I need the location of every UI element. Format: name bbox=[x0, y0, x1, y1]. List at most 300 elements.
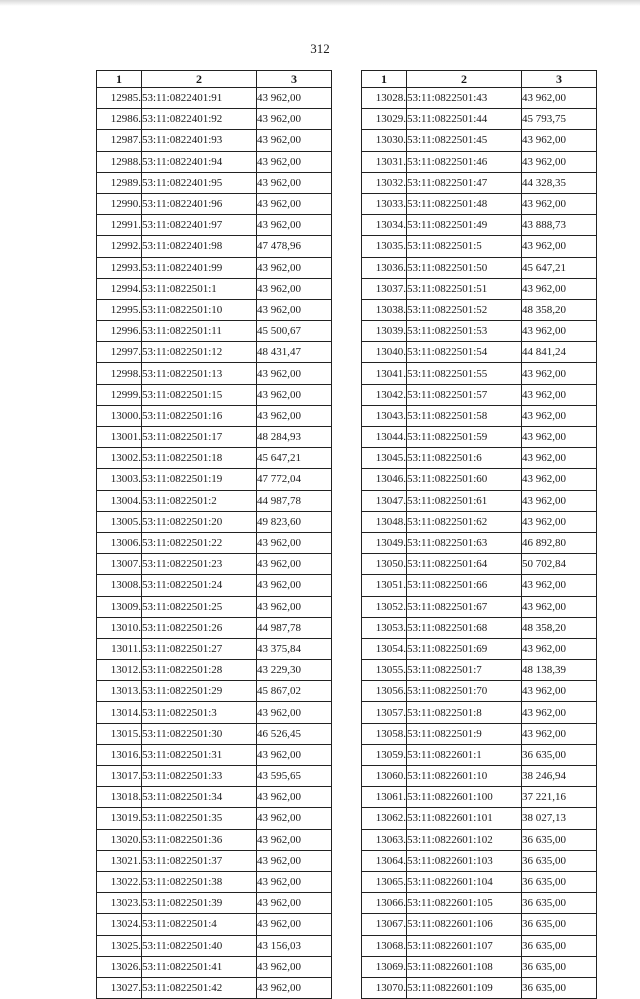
cadastral-number-cell: 53:11:0822501:66 bbox=[407, 575, 522, 596]
row-number-cell: 12990. bbox=[97, 193, 142, 214]
cadastral-value-cell: 36 635,00 bbox=[522, 977, 597, 998]
row-number-cell: 13061. bbox=[362, 787, 407, 808]
row-number-cell: 12996. bbox=[97, 321, 142, 342]
cadastral-number-cell: 53:11:0822501:45 bbox=[407, 130, 522, 151]
table-row bbox=[362, 363, 597, 384]
table-row bbox=[97, 321, 332, 342]
cadastral-number-cell: 53:11:0822501:7 bbox=[407, 660, 522, 681]
cadastral-value-cell: 47 478,96 bbox=[257, 236, 332, 257]
table-row bbox=[97, 172, 332, 193]
cadastral-value-cell: 43 962,00 bbox=[257, 109, 332, 130]
cadastral-value-cell: 43 962,00 bbox=[522, 193, 597, 214]
cadastral-value-cell: 38 027,13 bbox=[522, 808, 597, 829]
cadastral-number-cell: 53:11:0822601:105 bbox=[407, 893, 522, 914]
table-row bbox=[97, 299, 332, 320]
row-number-cell: 13004. bbox=[97, 490, 142, 511]
cadastral-number-cell: 53:11:0822501:68 bbox=[407, 617, 522, 638]
row-number-cell: 13057. bbox=[362, 702, 407, 723]
table-row bbox=[362, 871, 597, 892]
cadastral-number-cell: 53:11:0822501:23 bbox=[142, 554, 257, 575]
table-row bbox=[97, 596, 332, 617]
row-number-cell: 13012. bbox=[97, 660, 142, 681]
row-number-cell: 13016. bbox=[97, 744, 142, 765]
cadastral-number-cell: 53:11:0822601:103 bbox=[407, 850, 522, 871]
cadastral-value-cell: 43 962,00 bbox=[522, 681, 597, 702]
row-number-cell: 13033. bbox=[362, 193, 407, 214]
cadastral-number-cell: 53:11:0822501:70 bbox=[407, 681, 522, 702]
row-number-cell: 13047. bbox=[362, 490, 407, 511]
cadastral-value-cell: 37 221,16 bbox=[522, 787, 597, 808]
cadastral-number-cell: 53:11:0822501:63 bbox=[407, 532, 522, 553]
cadastral-number-cell: 53:11:0822501:53 bbox=[407, 321, 522, 342]
table-row bbox=[97, 130, 332, 151]
table-row bbox=[97, 977, 332, 998]
cadastral-number-cell: 53:11:0822601:102 bbox=[407, 829, 522, 850]
table-row bbox=[97, 236, 332, 257]
table-row bbox=[362, 130, 597, 151]
cadastral-number-cell: 53:11:0822501:37 bbox=[142, 850, 257, 871]
cadastral-value-cell: 43 962,00 bbox=[257, 893, 332, 914]
cadastral-number-cell: 53:11:0822501:22 bbox=[142, 532, 257, 553]
row-number-cell: 13018. bbox=[97, 787, 142, 808]
cadastral-value-cell: 43 962,00 bbox=[522, 321, 597, 342]
cadastral-value-cell: 48 358,20 bbox=[522, 617, 597, 638]
cadastral-value-cell: 48 431,47 bbox=[257, 342, 332, 363]
cadastral-value-cell: 43 962,00 bbox=[522, 88, 597, 109]
cadastral-number-cell: 53:11:0822501:4 bbox=[142, 914, 257, 935]
cadastral-value-cell: 43 962,00 bbox=[522, 596, 597, 617]
cadastral-number-cell: 53:11:0822601:10 bbox=[407, 766, 522, 787]
table-row bbox=[97, 808, 332, 829]
row-number-cell: 13028. bbox=[362, 88, 407, 109]
row-number-cell: 13040. bbox=[362, 342, 407, 363]
cadastral-value-cell: 45 793,75 bbox=[522, 109, 597, 130]
row-number-cell: 13031. bbox=[362, 151, 407, 172]
row-number-cell: 13027. bbox=[97, 977, 142, 998]
row-number-cell: 13051. bbox=[362, 575, 407, 596]
row-number-cell: 13064. bbox=[362, 850, 407, 871]
cadastral-number-cell: 53:11:0822401:94 bbox=[142, 151, 257, 172]
cadastral-value-cell: 43 962,00 bbox=[522, 575, 597, 596]
cadastral-value-cell: 43 156,03 bbox=[257, 935, 332, 956]
row-number-cell: 13021. bbox=[97, 850, 142, 871]
cadastral-number-cell: 53:11:0822501:6 bbox=[407, 448, 522, 469]
row-number-cell: 13039. bbox=[362, 321, 407, 342]
table-row bbox=[97, 405, 332, 426]
table-row bbox=[362, 723, 597, 744]
cadastral-number-cell: 53:11:0822501:43 bbox=[407, 88, 522, 109]
cadastral-value-cell: 43 962,00 bbox=[522, 427, 597, 448]
table-row bbox=[97, 575, 332, 596]
cadastral-number-cell: 53:11:0822501:15 bbox=[142, 384, 257, 405]
row-number-cell: 13067. bbox=[362, 914, 407, 935]
cadastral-number-cell: 53:11:0822501:48 bbox=[407, 193, 522, 214]
cadastral-number-cell: 53:11:0822501:19 bbox=[142, 469, 257, 490]
cadastral-value-cell: 43 962,00 bbox=[257, 702, 332, 723]
cadastral-number-cell: 53:11:0822501:46 bbox=[407, 151, 522, 172]
cadastral-value-cell: 43 962,00 bbox=[257, 384, 332, 405]
row-number-cell: 12994. bbox=[97, 278, 142, 299]
column-header-cadastral: 2 bbox=[407, 71, 522, 88]
cadastral-number-cell: 53:11:0822501:57 bbox=[407, 384, 522, 405]
cadastral-number-cell: 53:11:0822501:26 bbox=[142, 617, 257, 638]
cadastral-number-cell: 53:11:0822501:60 bbox=[407, 469, 522, 490]
cadastral-number-cell: 53:11:0822501:62 bbox=[407, 511, 522, 532]
table-row bbox=[97, 88, 332, 109]
cadastral-value-cell: 43 962,00 bbox=[257, 554, 332, 575]
column-header-number: 1 bbox=[97, 71, 142, 88]
column-header-value: 3 bbox=[257, 71, 332, 88]
table-row bbox=[97, 490, 332, 511]
row-number-cell: 13015. bbox=[97, 723, 142, 744]
table-row bbox=[362, 744, 597, 765]
row-number-cell: 13046. bbox=[362, 469, 407, 490]
cadastral-number-cell: 53:11:0822501:28 bbox=[142, 660, 257, 681]
table-row bbox=[362, 215, 597, 236]
cadastral-value-cell: 43 962,00 bbox=[257, 575, 332, 596]
table-row bbox=[97, 257, 332, 278]
cadastral-number-cell: 53:11:0822501:55 bbox=[407, 363, 522, 384]
cadastral-value-cell: 43 962,00 bbox=[522, 469, 597, 490]
table-row bbox=[97, 532, 332, 553]
table-row bbox=[97, 893, 332, 914]
cadastral-value-cell: 43 962,00 bbox=[522, 151, 597, 172]
table-row bbox=[97, 829, 332, 850]
cadastral-number-cell: 53:11:0822401:93 bbox=[142, 130, 257, 151]
cadastral-value-cell: 36 635,00 bbox=[522, 850, 597, 871]
table-row bbox=[362, 193, 597, 214]
table-row bbox=[362, 532, 597, 553]
row-number-cell: 13001. bbox=[97, 427, 142, 448]
header-row bbox=[362, 71, 597, 88]
table-row bbox=[362, 236, 597, 257]
cadastral-number-cell: 53:11:0822401:95 bbox=[142, 172, 257, 193]
cadastral-value-cell: 45 500,67 bbox=[257, 321, 332, 342]
cadastral-value-cell: 43 962,00 bbox=[257, 829, 332, 850]
row-number-cell: 13014. bbox=[97, 702, 142, 723]
register-table-left bbox=[96, 70, 332, 999]
row-number-cell: 13055. bbox=[362, 660, 407, 681]
row-number-cell: 12988. bbox=[97, 151, 142, 172]
table-row bbox=[97, 744, 332, 765]
table-row bbox=[362, 469, 597, 490]
table-row bbox=[97, 384, 332, 405]
row-number-cell: 13049. bbox=[362, 532, 407, 553]
table-row bbox=[97, 638, 332, 659]
table-row bbox=[97, 660, 332, 681]
row-number-cell: 13006. bbox=[97, 532, 142, 553]
cadastral-value-cell: 36 635,00 bbox=[522, 893, 597, 914]
row-number-cell: 12992. bbox=[97, 236, 142, 257]
cadastral-value-cell: 43 962,00 bbox=[522, 405, 597, 426]
row-number-cell: 13068. bbox=[362, 935, 407, 956]
cadastral-value-cell: 43 962,00 bbox=[257, 299, 332, 320]
cadastral-number-cell: 53:11:0822401:97 bbox=[142, 215, 257, 236]
row-number-cell: 13038. bbox=[362, 299, 407, 320]
cadastral-number-cell: 53:11:0822501:40 bbox=[142, 935, 257, 956]
cadastral-number-cell: 53:11:0822501:39 bbox=[142, 893, 257, 914]
row-number-cell: 13070. bbox=[362, 977, 407, 998]
cadastral-value-cell: 43 962,00 bbox=[257, 193, 332, 214]
table-row bbox=[362, 596, 597, 617]
cadastral-value-cell: 43 962,00 bbox=[257, 88, 332, 109]
cadastral-value-cell: 43 962,00 bbox=[257, 363, 332, 384]
cadastral-value-cell: 45 647,21 bbox=[522, 257, 597, 278]
row-number-cell: 12993. bbox=[97, 257, 142, 278]
row-number-cell: 13069. bbox=[362, 956, 407, 977]
cadastral-value-cell: 43 962,00 bbox=[257, 744, 332, 765]
row-number-cell: 13025. bbox=[97, 935, 142, 956]
cadastral-number-cell: 53:11:0822501:9 bbox=[407, 723, 522, 744]
row-number-cell: 12998. bbox=[97, 363, 142, 384]
row-number-cell: 13044. bbox=[362, 427, 407, 448]
cadastral-number-cell: 53:11:0822501:35 bbox=[142, 808, 257, 829]
table-row bbox=[362, 384, 597, 405]
table-row bbox=[362, 299, 597, 320]
table-row bbox=[362, 88, 597, 109]
cadastral-value-cell: 43 962,00 bbox=[257, 215, 332, 236]
cadastral-number-cell: 53:11:0822501:50 bbox=[407, 257, 522, 278]
table-row bbox=[97, 151, 332, 172]
row-number-cell: 13058. bbox=[362, 723, 407, 744]
cadastral-number-cell: 53:11:0822501:52 bbox=[407, 299, 522, 320]
cadastral-value-cell: 43 962,00 bbox=[522, 723, 597, 744]
cadastral-value-cell: 43 962,00 bbox=[257, 130, 332, 151]
table-row bbox=[362, 427, 597, 448]
table-row bbox=[97, 702, 332, 723]
table-row bbox=[362, 448, 597, 469]
cadastral-number-cell: 53:11:0822501:27 bbox=[142, 638, 257, 659]
cadastral-value-cell: 36 635,00 bbox=[522, 914, 597, 935]
row-number-cell: 12999. bbox=[97, 384, 142, 405]
cadastral-value-cell: 36 635,00 bbox=[522, 935, 597, 956]
table-row bbox=[97, 469, 332, 490]
table-row bbox=[97, 681, 332, 702]
table-row bbox=[362, 766, 597, 787]
cadastral-value-cell: 43 962,00 bbox=[522, 130, 597, 151]
cadastral-value-cell: 43 595,65 bbox=[257, 766, 332, 787]
row-number-cell: 12997. bbox=[97, 342, 142, 363]
scan-edge-shadow bbox=[0, 0, 640, 6]
cadastral-value-cell: 46 892,80 bbox=[522, 532, 597, 553]
cadastral-value-cell: 43 962,00 bbox=[522, 511, 597, 532]
row-number-cell: 12987. bbox=[97, 130, 142, 151]
cadastral-number-cell: 53:11:0822501:24 bbox=[142, 575, 257, 596]
row-number-cell: 13023. bbox=[97, 893, 142, 914]
row-number-cell: 13013. bbox=[97, 681, 142, 702]
cadastral-value-cell: 48 358,20 bbox=[522, 299, 597, 320]
row-number-cell: 13024. bbox=[97, 914, 142, 935]
cadastral-number-cell: 53:11:0822501:64 bbox=[407, 554, 522, 575]
row-number-cell: 13003. bbox=[97, 469, 142, 490]
cadastral-value-cell: 43 962,00 bbox=[257, 956, 332, 977]
cadastral-number-cell: 53:11:0822501:59 bbox=[407, 427, 522, 448]
row-number-cell: 13009. bbox=[97, 596, 142, 617]
table-row bbox=[97, 363, 332, 384]
cadastral-number-cell: 53:11:0822501:1 bbox=[142, 278, 257, 299]
column-header-value: 3 bbox=[522, 71, 597, 88]
table-row bbox=[97, 109, 332, 130]
cadastral-number-cell: 53:11:0822501:47 bbox=[407, 172, 522, 193]
table-row bbox=[97, 871, 332, 892]
row-number-cell: 13019. bbox=[97, 808, 142, 829]
row-number-cell: 13065. bbox=[362, 871, 407, 892]
cadastral-value-cell: 43 962,00 bbox=[257, 808, 332, 829]
cadastral-number-cell: 53:11:0822501:13 bbox=[142, 363, 257, 384]
table-row bbox=[362, 829, 597, 850]
table-row bbox=[362, 935, 597, 956]
table-row bbox=[362, 405, 597, 426]
row-number-cell: 13011. bbox=[97, 638, 142, 659]
cadastral-value-cell: 43 962,00 bbox=[257, 151, 332, 172]
row-number-cell: 13007. bbox=[97, 554, 142, 575]
cadastral-number-cell: 53:11:0822501:54 bbox=[407, 342, 522, 363]
row-number-cell: 13048. bbox=[362, 511, 407, 532]
cadastral-value-cell: 43 962,00 bbox=[257, 172, 332, 193]
cadastral-value-cell: 44 841,24 bbox=[522, 342, 597, 363]
row-number-cell: 13045. bbox=[362, 448, 407, 469]
row-number-cell: 12989. bbox=[97, 172, 142, 193]
cadastral-value-cell: 50 702,84 bbox=[522, 554, 597, 575]
cadastral-value-cell: 43 962,00 bbox=[257, 257, 332, 278]
cadastral-value-cell: 46 526,45 bbox=[257, 723, 332, 744]
table-row bbox=[362, 787, 597, 808]
cadastral-value-cell: 43 375,84 bbox=[257, 638, 332, 659]
cadastral-value-cell: 48 284,93 bbox=[257, 427, 332, 448]
cadastral-number-cell: 53:11:0822501:29 bbox=[142, 681, 257, 702]
cadastral-number-cell: 53:11:0822501:41 bbox=[142, 956, 257, 977]
row-number-cell: 13041. bbox=[362, 363, 407, 384]
row-number-cell: 13037. bbox=[362, 278, 407, 299]
table-row bbox=[362, 702, 597, 723]
row-number-cell: 12995. bbox=[97, 299, 142, 320]
row-number-cell: 13029. bbox=[362, 109, 407, 130]
row-number-cell: 13005. bbox=[97, 511, 142, 532]
cadastral-value-cell: 43 962,00 bbox=[522, 490, 597, 511]
row-number-cell: 13008. bbox=[97, 575, 142, 596]
table-row bbox=[97, 193, 332, 214]
cadastral-number-cell: 53:11:0822401:92 bbox=[142, 109, 257, 130]
table-row bbox=[97, 956, 332, 977]
table-row bbox=[362, 342, 597, 363]
cadastral-number-cell: 53:11:0822601:100 bbox=[407, 787, 522, 808]
cadastral-number-cell: 53:11:0822401:96 bbox=[142, 193, 257, 214]
table-row bbox=[362, 511, 597, 532]
cadastral-value-cell: 47 772,04 bbox=[257, 469, 332, 490]
cadastral-number-cell: 53:11:0822501:61 bbox=[407, 490, 522, 511]
cadastral-value-cell: 43 962,00 bbox=[522, 638, 597, 659]
row-number-cell: 13030. bbox=[362, 130, 407, 151]
cadastral-value-cell: 43 962,00 bbox=[257, 787, 332, 808]
table-row bbox=[362, 172, 597, 193]
table-row bbox=[97, 448, 332, 469]
table-row bbox=[362, 893, 597, 914]
cadastral-number-cell: 53:11:0822501:31 bbox=[142, 744, 257, 765]
cadastral-number-cell: 53:11:0822501:49 bbox=[407, 215, 522, 236]
cadastral-number-cell: 53:11:0822501:18 bbox=[142, 448, 257, 469]
cadastral-value-cell: 43 962,00 bbox=[257, 871, 332, 892]
table-row bbox=[362, 321, 597, 342]
table-row bbox=[362, 278, 597, 299]
cadastral-value-cell: 44 987,78 bbox=[257, 490, 332, 511]
cadastral-number-cell: 53:11:0822501:12 bbox=[142, 342, 257, 363]
table-row bbox=[97, 427, 332, 448]
cadastral-value-cell: 36 635,00 bbox=[522, 871, 597, 892]
register-table-right bbox=[361, 70, 597, 999]
table-row bbox=[362, 151, 597, 172]
row-number-cell: 13043. bbox=[362, 405, 407, 426]
cadastral-number-cell: 53:11:0822501:58 bbox=[407, 405, 522, 426]
cadastral-value-cell: 43 962,00 bbox=[522, 448, 597, 469]
row-number-cell: 13017. bbox=[97, 766, 142, 787]
cadastral-value-cell: 43 962,00 bbox=[257, 596, 332, 617]
table-row bbox=[362, 808, 597, 829]
cadastral-value-cell: 43 888,73 bbox=[522, 215, 597, 236]
cadastral-value-cell: 43 962,00 bbox=[257, 977, 332, 998]
cadastral-value-cell: 45 867,02 bbox=[257, 681, 332, 702]
row-number-cell: 13020. bbox=[97, 829, 142, 850]
row-number-cell: 13063. bbox=[362, 829, 407, 850]
table-row bbox=[97, 554, 332, 575]
cadastral-number-cell: 53:11:0822501:42 bbox=[142, 977, 257, 998]
row-number-cell: 13050. bbox=[362, 554, 407, 575]
cadastral-number-cell: 53:11:0822601:109 bbox=[407, 977, 522, 998]
cadastral-value-cell: 43 962,00 bbox=[522, 384, 597, 405]
row-number-cell: 13054. bbox=[362, 638, 407, 659]
cadastral-number-cell: 53:11:0822501:33 bbox=[142, 766, 257, 787]
cadastral-number-cell: 53:11:0822601:106 bbox=[407, 914, 522, 935]
table-row bbox=[362, 638, 597, 659]
row-number-cell: 12985. bbox=[97, 88, 142, 109]
row-number-cell: 13052. bbox=[362, 596, 407, 617]
cadastral-number-cell: 53:11:0822601:101 bbox=[407, 808, 522, 829]
cadastral-value-cell: 36 635,00 bbox=[522, 829, 597, 850]
cadastral-value-cell: 43 962,00 bbox=[257, 278, 332, 299]
table-row bbox=[362, 977, 597, 998]
table-row bbox=[362, 109, 597, 130]
row-number-cell: 13053. bbox=[362, 617, 407, 638]
row-number-cell: 13032. bbox=[362, 172, 407, 193]
cadastral-number-cell: 53:11:0822501:11 bbox=[142, 321, 257, 342]
row-number-cell: 13026. bbox=[97, 956, 142, 977]
cadastral-number-cell: 53:11:0822501:2 bbox=[142, 490, 257, 511]
cadastral-number-cell: 53:11:0822501:8 bbox=[407, 702, 522, 723]
table-row bbox=[362, 956, 597, 977]
table-row bbox=[362, 850, 597, 871]
row-number-cell: 13066. bbox=[362, 893, 407, 914]
table-row bbox=[97, 723, 332, 744]
cadastral-number-cell: 53:11:0822601:1 bbox=[407, 744, 522, 765]
row-number-cell: 13010. bbox=[97, 617, 142, 638]
row-number-cell: 13060. bbox=[362, 766, 407, 787]
cadastral-value-cell: 43 962,00 bbox=[257, 405, 332, 426]
row-number-cell: 12991. bbox=[97, 215, 142, 236]
cadastral-number-cell: 53:11:0822501:3 bbox=[142, 702, 257, 723]
row-number-cell: 13022. bbox=[97, 871, 142, 892]
cadastral-number-cell: 53:11:0822501:16 bbox=[142, 405, 257, 426]
cadastral-number-cell: 53:11:0822401:91 bbox=[142, 88, 257, 109]
row-number-cell: 13062. bbox=[362, 808, 407, 829]
cadastral-value-cell: 43 962,00 bbox=[522, 278, 597, 299]
cadastral-number-cell: 53:11:0822501:5 bbox=[407, 236, 522, 257]
cadastral-number-cell: 53:11:0822501:51 bbox=[407, 278, 522, 299]
cadastral-number-cell: 53:11:0822601:107 bbox=[407, 935, 522, 956]
cadastral-value-cell: 43 962,00 bbox=[522, 702, 597, 723]
row-number-cell: 13036. bbox=[362, 257, 407, 278]
cadastral-number-cell: 53:11:0822501:20 bbox=[142, 511, 257, 532]
cadastral-number-cell: 53:11:0822501:36 bbox=[142, 829, 257, 850]
table-row bbox=[97, 850, 332, 871]
